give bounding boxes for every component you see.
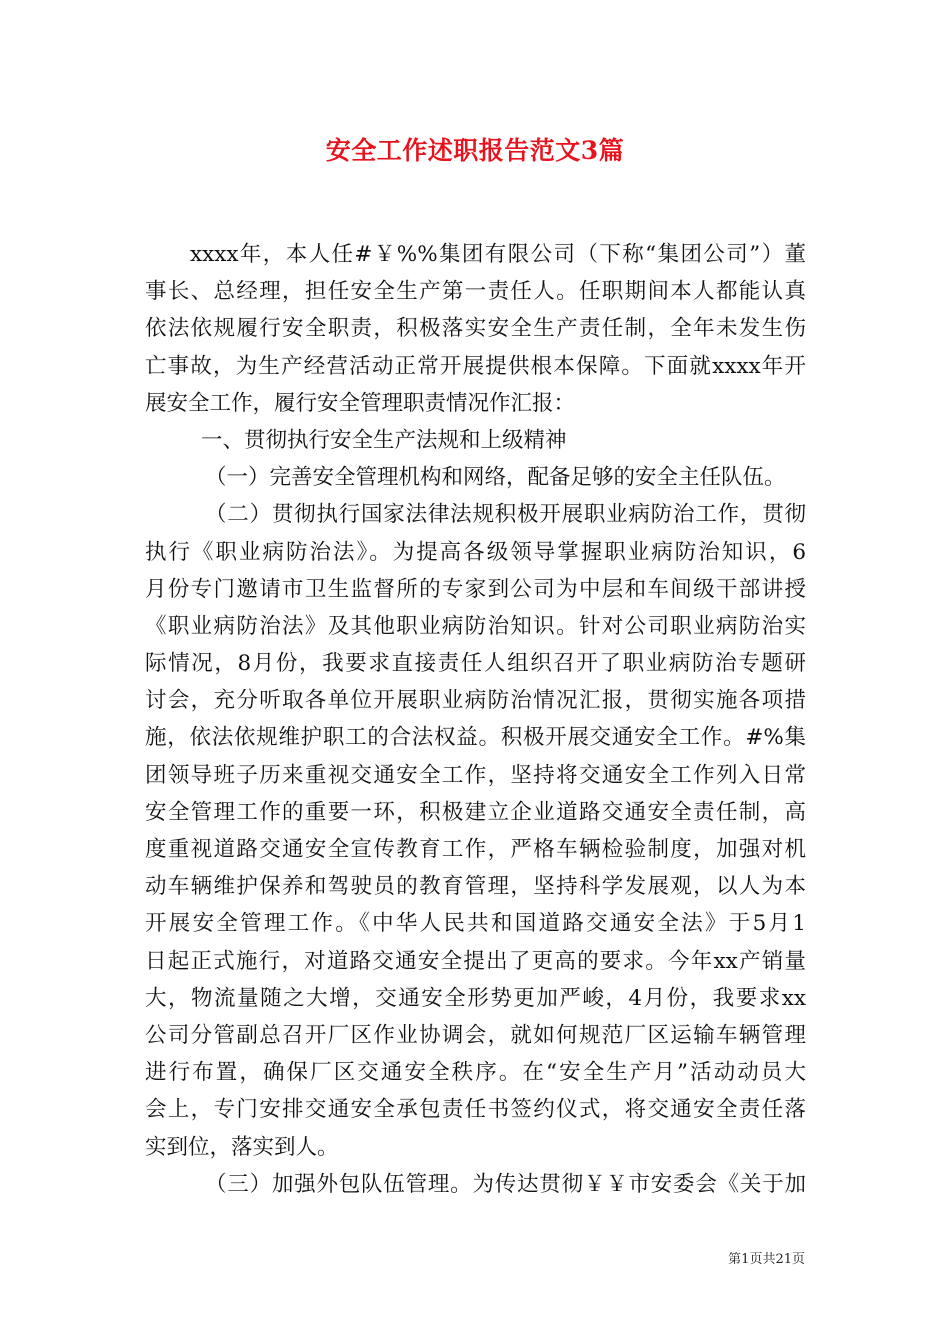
text-line: 施，依法依规维护职工的合法权益。积极开展交通安全工作。#%集 — [145, 725, 806, 751]
text-line: 执行《职业病防治法》。为提高各级领导掌握职业病防治知识，6 — [145, 539, 806, 565]
text-line: 事长、总经理，担任安全生产第一责任人。任职期间本人都能认真 — [145, 279, 806, 305]
text-line: 团领导班子历来重视交通安全工作，坚持将交通安全工作列入日常 — [145, 762, 806, 788]
text-line: 进行布置，确保厂区交通安全秩序。在“安全生产月”活动动员大 — [145, 1060, 806, 1086]
text-line: 开展安全管理工作。《中华人民共和国道路交通安全法》于5月1 — [145, 911, 806, 937]
text-line: 日起正式施行，对道路交通安全提出了更高的要求。今年xx产销量 — [145, 948, 806, 974]
text-line: 亡事故，为生产经营活动正常开展提供根本保障。下面就xxxx年开 — [145, 353, 806, 379]
text-line: 讨会，充分听取各单位开展职业病防治情况汇报，贯彻实施各项措 — [145, 688, 806, 714]
text-line: 一、贯彻执行安全生产法规和上级精神 — [201, 427, 567, 453]
text-line: （三）加强外包队伍管理。为传达贯彻￥￥市安委会《关于加 — [205, 1171, 806, 1197]
text-line: xxxx年，本人任#￥%%集团有限公司（下称“集团公司”）董 — [190, 242, 806, 267]
text-line: 动车辆维护保养和驾驶员的教育管理，坚持科学发展观，以人为本 — [145, 874, 806, 900]
text-line: 会上，专门安排交通安全承包责任书签约仪式，将交通安全责任落 — [145, 1097, 806, 1123]
text-line: 度重视道路交通安全宣传教育工作，严格车辆检验制度，加强对机 — [145, 837, 806, 862]
page-number: 第1页共21页 — [728, 1252, 805, 1267]
text-line: 际情况，8月份，我要求直接责任人组织召开了职业病防治专题研 — [145, 651, 806, 677]
text-line: （一）完善安全管理机构和网络，配备足够的安全主任队伍。 — [205, 465, 786, 491]
text-line: 月份专门邀请市卫生监督所的专家到公司为中层和车间级干部讲授 — [145, 576, 806, 602]
document-body — [145, 236, 806, 1203]
text-line: 公司分管副总召开厂区作业协调会，就如何规范厂区运输车辆管理 — [145, 1022, 806, 1048]
text-line: 大，物流量随之大增，交通安全形势更加严峻，4月份，我要求xx — [145, 985, 806, 1011]
text-line: 安全管理工作的重要一环，积极建立企业道路交通安全责任制，高 — [145, 799, 806, 825]
text-line: （二）贯彻执行国家法律法规积极开展职业病防治工作，贯彻 — [205, 502, 806, 528]
text-line: 《职业病防治法》及其他职业病防治知识。针对公司职业病防治实 — [145, 613, 806, 639]
document-title: 安全工作述职报告范文3篇 — [325, 136, 625, 165]
text-line: 实到位，落实到人。 — [145, 1134, 339, 1160]
text-line: 展安全工作，履行安全管理职责情况作汇报： — [145, 390, 576, 416]
text-line: 依法依规履行安全职责，积极落实安全生产责任制，全年未发生伤 — [145, 316, 806, 342]
